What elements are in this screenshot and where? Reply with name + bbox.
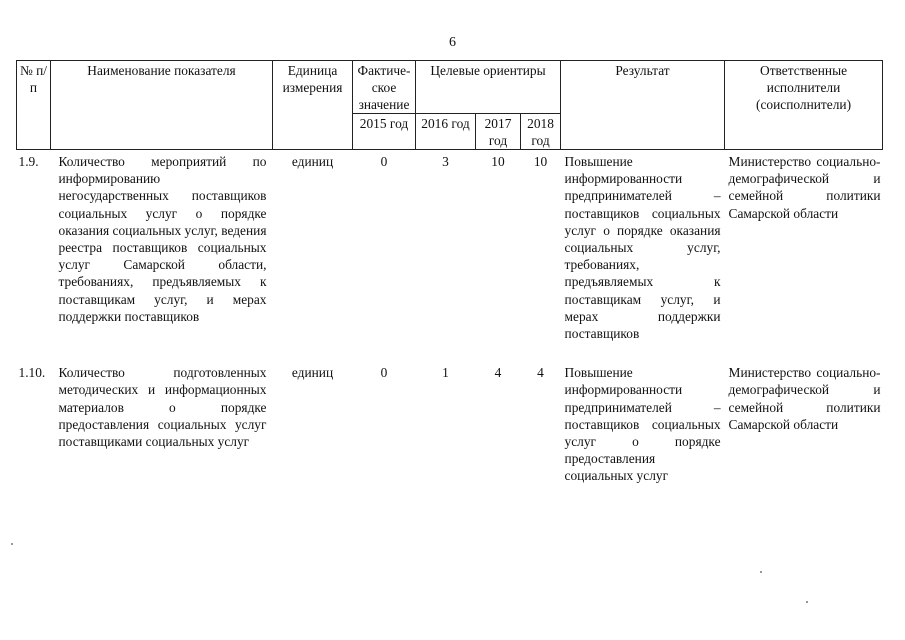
value-2016: 1 xyxy=(442,365,449,381)
header-year-2015: 2015 год xyxy=(353,114,416,150)
result-cell: Повышение информированности предпринимателей – поставщиков социальных услуг о порядке оказания социальных услуг, требованиях, предъявляемых к поставщикам услуг, и мерах поддержки поставщиков xyxy=(564,154,721,342)
table-row xyxy=(17,361,883,484)
header-result: Результат xyxy=(561,61,725,150)
indicator-name: Количество мероприятий по информированию негосударственных поставщиков социальных услуг о порядке оказания социальных услуг, ведения реестра поставщиков социальных услуг Самарской области, требованиях, предъявляемых к поставщикам услуг, и мерах поддержки поставщиков xyxy=(58,154,267,324)
value-2017: 10 xyxy=(491,154,505,169)
header-year-2016: 2016 год xyxy=(416,114,476,150)
result-cell: Повышение информированности предпринимателей – поставщиков социальных услуг о порядке предоставления социальных услуг xyxy=(564,365,721,484)
value-2015: 0 xyxy=(380,154,388,169)
header-year-2017: 2017 год xyxy=(476,114,521,150)
indicator-name: Количество подготовленных методических и информационных материалов о порядке предоставления социальных услуг поставщиками социальных услуг xyxy=(58,365,267,450)
indicators-table xyxy=(16,60,883,485)
header-name: Наименование показателя xyxy=(51,61,273,150)
value-2018: 10 xyxy=(533,154,548,169)
header-responsible: Ответственные исполнители (соисполнители) xyxy=(725,61,883,150)
value-2015: 0 xyxy=(380,365,388,381)
scan-speck xyxy=(760,571,762,573)
header-year-2018: 2018 год xyxy=(521,114,561,150)
row-spacer xyxy=(17,342,883,361)
value-2016: 3 xyxy=(442,154,449,169)
row-number: 1.10. xyxy=(18,365,46,381)
row-number: 1.9. xyxy=(18,154,39,169)
unit-cell: единиц xyxy=(291,154,334,169)
header-unit: Единица измерения xyxy=(273,61,353,150)
value-2017: 4 xyxy=(494,365,502,381)
scan-speck xyxy=(11,543,13,545)
header-actual: Фактиче-ское значение xyxy=(353,61,416,114)
responsible-cell: Министерство социально-демографической и семейной политики Самарской области xyxy=(728,365,881,432)
unit-cell: единиц xyxy=(291,365,334,381)
header-num: № п/п xyxy=(17,61,51,150)
header-targets: Целевые ориентиры xyxy=(416,61,561,114)
page-number: 6 xyxy=(449,35,456,50)
table-row xyxy=(17,150,883,343)
scan-speck xyxy=(806,601,808,603)
header-row-top xyxy=(17,61,883,114)
responsible-cell: Министерство социально-демографической и семейной политики Самарской области xyxy=(728,154,881,221)
value-2018: 4 xyxy=(537,365,544,381)
